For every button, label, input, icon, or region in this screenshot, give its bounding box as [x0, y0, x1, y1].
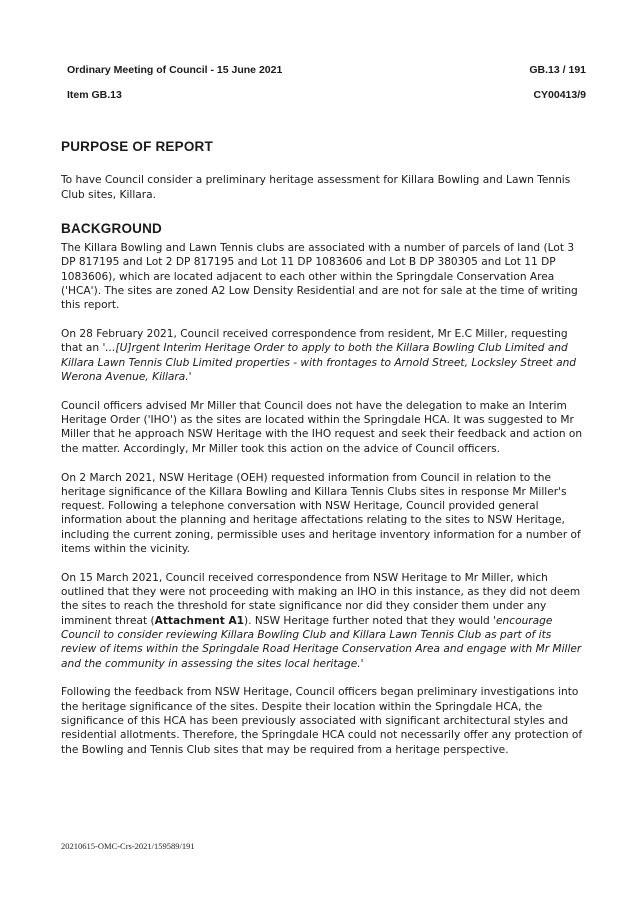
page-reference: GB.13 / 191 [529, 64, 586, 76]
background-paragraph-5: On 15 March 2021, Council received correspondence from NSW Heritage to Mr Miller, which outlined that they were not proceeding with making an IHO in this instance, as they did not deem the sites to reach the threshold for state significance nor did they consider them under any imminent threat (Attachment A1). NSW Heritage further noted that they would 'encourage Council to consider reviewing Killara Bowling Club and Killara Lawn Tennis Club as part of its review of items within the Springdale Road Heritage Conservation Area and engage with Mr Miller and the community in assessing the sites local heritage.' [61, 571, 582, 670]
purpose-heading: PURPOSE OF REPORT [61, 139, 213, 154]
background-paragraph-1: The Killara Bowling and Lawn Tennis clubs are associated with a number of parcels of land (Lot 3 DP 817195 and Lot 2 DP 817195 and Lot 11 DP 1083606 and Lot B DP 380305 and Lot 11 DP 1083606), which are located adjacent to each other within the Springdale Conservation Area ('HCA'). The sites are zoned A2 Low Density Residential and are not for sale at the time of writing this report. [61, 242, 578, 312]
background-paragraph-6: Following the feedback from NSW Heritage, Council officers began preliminary investigations into the heritage significance of the sites. Despite their location within the Springdale HCA, the significance of this HCA has been previously associated with significant architectural styles and residential allotments. Therefore, the Springdale HCA could not necessarily offer any protection of the Bowling and Tennis Club sites that may be required from a heritage perspective. [61, 686, 583, 756]
background-heading: BACKGROUND [61, 220, 162, 236]
background-paragraph-2: On 28 February 2021, Council received correspondence from resident, Mr E.C Miller, requesting that an '...[U]rgent Interim Heritage Order to apply to both the Killara Bowling Club Limited and Killara Lawn Tennis Club Limited properties - with frontages to Arnold Street, Locksley Street and Werona Avenue, Killara.' [61, 328, 577, 384]
urgent-iho-quote: ...[U]rgent Interim Heritage Order to apply to both the Killara Bowling Club Limited and Killara Lawn Tennis Club Limited properties - with frontages to Arnold Street, Locksley Street and Werona Avenue, Killara. [61, 342, 577, 384]
report-body [61, 140, 583, 771]
background-paragraph-3: Council officers advised Mr Miller that Council does not have the delegation to make an Interim Heritage Order ('IHO') as the sites are located within the Springdale HCA. It was suggested to Mr Miller that he approach NSW Heritage with the IHO request and seek their feedback and action on the matter. Accordingly, Mr Miller took this action on the advice of Council officers. [61, 399, 583, 455]
nsw-heritage-quote: encourage Council to consider reviewing Killara Bowling Club and Killara Lawn Tennis Club as part of its review of items within the Springdale Road Heritage Conservation Area and engage with Mr Miller and the community in assessing the sites local heritage. [61, 614, 582, 670]
purpose-text: To have Council consider a preliminary heritage assessment for Killara Bowling and Lawn Tennis Club sites, Killara. [61, 174, 571, 201]
attachment-reference: Attachment A1 [154, 614, 245, 627]
file-reference: CY00413/9 [533, 89, 586, 101]
item-number: Item GB.13 [67, 89, 122, 101]
meeting-title: Ordinary Meeting of Council - 15 June 2021 [67, 64, 283, 76]
background-paragraph-4: On 2 March 2021, NSW Heritage (OEH) requested information from Council in relation to the heritage significance of the Killara Bowling and Killara Tennis Clubs sites in response Mr Miller's request. Following a telephone conversation with NSW Heritage, Council provided general information about the planning and heritage affectations relating to the sites to NSW Heritage, including the current zoning, permissible uses and heritage inventory information for a number of items within the vicinity. [61, 471, 581, 556]
document-id: 20210615-OMC-Crs-2021/159589/191 [61, 841, 195, 851]
